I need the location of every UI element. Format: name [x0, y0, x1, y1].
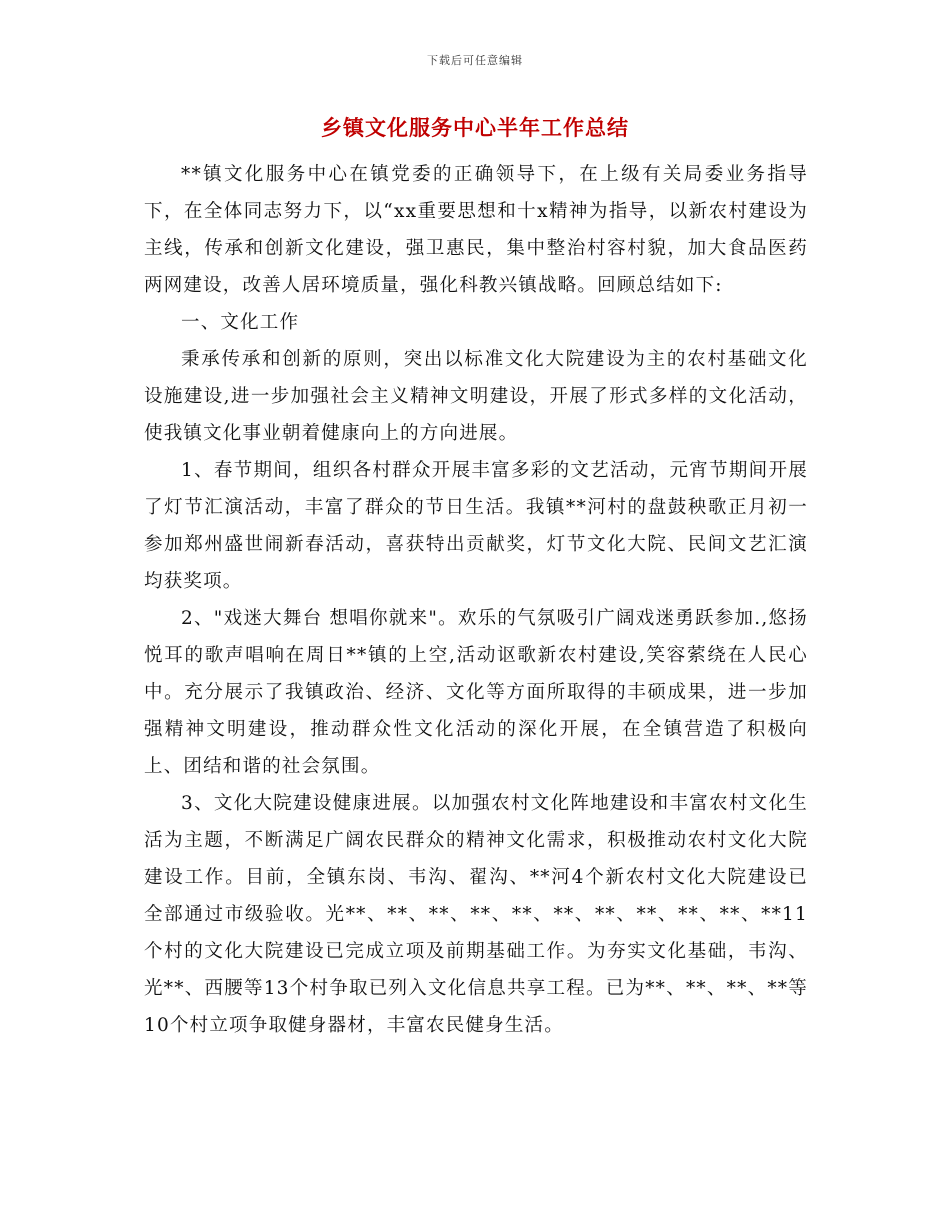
- document-body: [144, 156, 808, 1044]
- header-note: 下载后可任意编辑: [427, 54, 523, 67]
- paragraph-item-1: 1、春节期间，组织各村群众开展丰富多彩的文艺活动，元宵节期间开展了灯节汇演活动，丰富了群众的节日生活。我镇**河村的盘鼓秧歌正月初一参加郑州盛世闹新春活动，喜获特出贡献奖，灯节文化大院、民间文艺汇演均获奖项。: [144, 460, 808, 592]
- paragraph-intro: **镇文化服务中心在镇党委的正确领导下，在上级有关局委业务指导下，在全体同志努力下，以“xx重要思想和十x精神为指导，以新农村建设为主线，传承和创新文化建设，强卫惠民，集中整治村容村貌，加大食品医药两网建设，改善人居环境质量，强化科教兴镇战略。回顾总结如下:: [144, 164, 808, 296]
- paragraph-item-3: 3、文化大院建设健康进展。以加强农村文化阵地建设和丰富农村文化生活为主题，不断满足广阔农民群众的精神文化需求，积极推动农村文化大院建设工作。目前，全镇东岗、韦沟、翟沟、**河4个新农村文化大院建设已全部通过市级验收。光**、**、**、**、**、**、**、**、**、**、**11个村的文化大院建设已完成立项及前期基础工作。为夯实文化基础，韦沟、光**、西腰等13个村争取已列入文化信息共享工程。已为**、**、**、**等10个村立项争取健身器材，丰富农民健身生活。: [144, 793, 808, 1036]
- section-heading-culture: 一、文化工作: [181, 312, 300, 333]
- paragraph-principle: 秉承传承和创新的原则，突出以标准文化大院建设为主的农村基础文化设施建设,进一步加强社会主义精神文明建设，开展了形式多样的文化活动，使我镇文化事业朝着健康向上的方向进展。: [144, 349, 808, 444]
- document-title: 乡镇文化服务中心半年工作总结: [321, 116, 629, 140]
- paragraph-item-2: 2、"戏迷大舞台 想唱你就来"。欢乐的气氛吸引广阔戏迷勇跃参加.,悠扬悦耳的歌声唱响在周日**镇的上空,活动讴歌新农村建设,笑容萦绕在人民心中。充分展示了我镇政治、经济、文化等方面所取得的丰硕成果，进一步加强精神文明建设，推动群众性文化活动的深化开展，在全镇营造了积极向上、团结和谐的社会氛围。: [144, 608, 808, 777]
